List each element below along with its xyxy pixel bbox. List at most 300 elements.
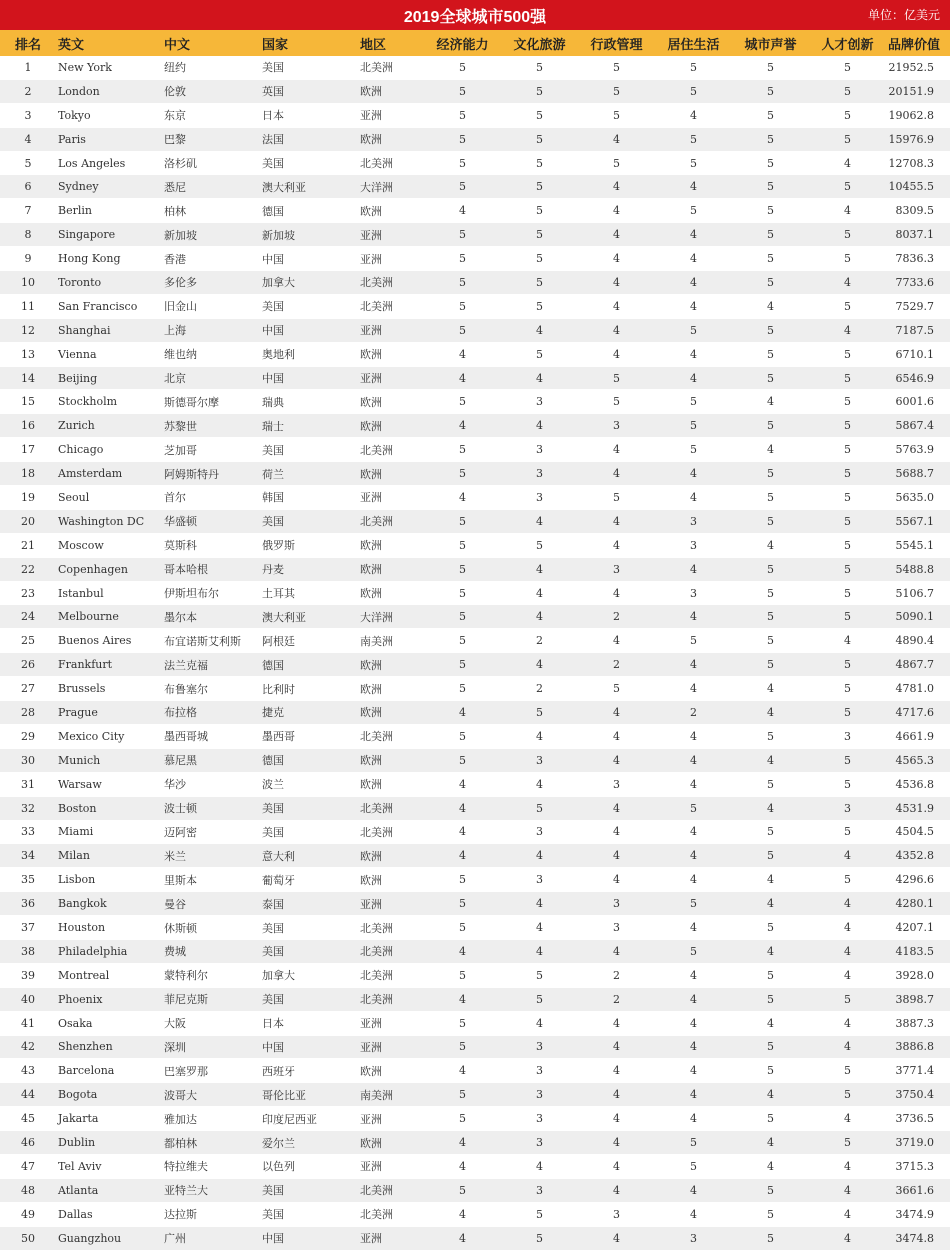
cell-english-name: Beijing	[56, 366, 162, 390]
cell-region: 北美洲	[358, 916, 424, 940]
cell-region: 亚洲	[358, 223, 424, 247]
cell-rank: 34	[0, 844, 56, 868]
table-row	[0, 629, 950, 653]
cell-reputation: 5	[732, 271, 809, 295]
cell-region: 欧洲	[358, 342, 424, 366]
cell-chinese-name: 伦敦	[162, 79, 260, 103]
cell-rank: 5	[0, 151, 56, 175]
cell-reputation: 4	[732, 294, 809, 318]
cell-country: 俄罗斯	[260, 533, 358, 557]
cell-region: 亚洲	[358, 103, 424, 127]
cell-brand-value: 7733.6	[886, 271, 950, 295]
cell-brand-value: 6710.1	[886, 342, 950, 366]
cell-economy: 5	[424, 223, 501, 247]
cell-brand-value: 7836.3	[886, 247, 950, 271]
cell-culture-tourism: 5	[501, 103, 578, 127]
cell-living: 4	[655, 1107, 732, 1131]
cell-brand-value: 5567.1	[886, 509, 950, 533]
cell-country: 爱尔兰	[260, 1131, 358, 1155]
cell-talent-innovation: 5	[809, 653, 886, 677]
cell-talent-innovation: 4	[809, 199, 886, 223]
table-row	[0, 1154, 950, 1178]
cell-talent-innovation: 5	[809, 605, 886, 629]
table-row	[0, 1035, 950, 1059]
cell-english-name: Osaka	[56, 1011, 162, 1035]
cell-living: 4	[655, 294, 732, 318]
cell-country: 加拿大	[260, 963, 358, 987]
cell-country: 中国	[260, 318, 358, 342]
cell-culture-tourism: 4	[501, 318, 578, 342]
cell-country: 美国	[260, 509, 358, 533]
cell-chinese-name: 波哥大	[162, 1083, 260, 1107]
cell-rank: 12	[0, 318, 56, 342]
cell-rank: 24	[0, 605, 56, 629]
cell-living: 5	[655, 79, 732, 103]
table-row	[0, 724, 950, 748]
cell-region: 北美洲	[358, 1178, 424, 1202]
cell-rank: 32	[0, 796, 56, 820]
cell-reputation: 4	[732, 939, 809, 963]
cell-administration: 4	[578, 271, 655, 295]
cell-administration: 4	[578, 509, 655, 533]
cell-region: 北美洲	[358, 438, 424, 462]
cell-country: 荷兰	[260, 462, 358, 486]
cell-rank: 31	[0, 772, 56, 796]
cell-brand-value: 5867.4	[886, 414, 950, 438]
cell-reputation: 4	[732, 1083, 809, 1107]
cell-talent-innovation: 5	[809, 748, 886, 772]
cell-region: 欧洲	[358, 557, 424, 581]
cell-living: 4	[655, 342, 732, 366]
cell-country: 澳大利亚	[260, 175, 358, 199]
cell-reputation: 4	[732, 1131, 809, 1155]
cell-culture-tourism: 3	[501, 868, 578, 892]
cell-reputation: 5	[732, 653, 809, 677]
cell-administration: 4	[578, 127, 655, 151]
cell-reputation: 4	[732, 796, 809, 820]
cell-brand-value: 4207.1	[886, 916, 950, 940]
cell-talent-innovation: 5	[809, 103, 886, 127]
cell-rank: 39	[0, 963, 56, 987]
cell-administration: 4	[578, 1035, 655, 1059]
cell-culture-tourism: 4	[501, 557, 578, 581]
cell-economy: 4	[424, 1202, 501, 1226]
cell-brand-value: 8037.1	[886, 223, 950, 247]
cell-reputation: 5	[732, 318, 809, 342]
cell-culture-tourism: 4	[501, 509, 578, 533]
cell-living: 5	[655, 56, 732, 79]
table-row	[0, 271, 950, 295]
cell-chinese-name: 华沙	[162, 772, 260, 796]
cell-reputation: 5	[732, 916, 809, 940]
cell-administration: 3	[578, 557, 655, 581]
cell-chinese-name: 北京	[162, 366, 260, 390]
cell-culture-tourism: 5	[501, 701, 578, 725]
cell-rank: 35	[0, 868, 56, 892]
cell-reputation: 5	[732, 414, 809, 438]
cell-talent-innovation: 5	[809, 1059, 886, 1083]
cell-talent-innovation: 4	[809, 1154, 886, 1178]
cell-country: 澳大利亚	[260, 605, 358, 629]
cell-culture-tourism: 3	[501, 486, 578, 510]
cell-brand-value: 5763.9	[886, 438, 950, 462]
cell-economy: 4	[424, 820, 501, 844]
cell-reputation: 5	[732, 724, 809, 748]
cell-culture-tourism: 2	[501, 677, 578, 701]
cell-culture-tourism: 4	[501, 414, 578, 438]
cell-english-name: Singapore	[56, 223, 162, 247]
header-administration: 行政管理	[578, 30, 655, 56]
cell-administration: 4	[578, 462, 655, 486]
table-row	[0, 533, 950, 557]
cell-country: 英国	[260, 79, 358, 103]
cell-administration: 3	[578, 892, 655, 916]
cell-living: 3	[655, 581, 732, 605]
cell-talent-innovation: 5	[809, 557, 886, 581]
cell-rank: 38	[0, 939, 56, 963]
cell-culture-tourism: 5	[501, 151, 578, 175]
table-row	[0, 892, 950, 916]
cell-chinese-name: 深圳	[162, 1035, 260, 1059]
cell-brand-value: 4183.5	[886, 939, 950, 963]
cell-administration: 4	[578, 223, 655, 247]
cell-brand-value: 3928.0	[886, 963, 950, 987]
cell-living: 4	[655, 1035, 732, 1059]
cell-living: 4	[655, 462, 732, 486]
cell-living: 4	[655, 820, 732, 844]
cell-country: 印度尼西亚	[260, 1107, 358, 1131]
cell-region: 大洋洲	[358, 605, 424, 629]
cell-economy: 5	[424, 653, 501, 677]
cell-culture-tourism: 5	[501, 223, 578, 247]
cell-economy: 5	[424, 1035, 501, 1059]
cell-talent-innovation: 5	[809, 509, 886, 533]
cell-country: 美国	[260, 916, 358, 940]
cell-region: 欧洲	[358, 653, 424, 677]
cell-brand-value: 3898.7	[886, 987, 950, 1011]
cell-economy: 4	[424, 987, 501, 1011]
cell-talent-innovation: 4	[809, 916, 886, 940]
table-row	[0, 844, 950, 868]
cell-reputation: 4	[732, 438, 809, 462]
cell-chinese-name: 新加坡	[162, 223, 260, 247]
cell-rank: 42	[0, 1035, 56, 1059]
cell-living: 4	[655, 557, 732, 581]
cell-english-name: Jakarta	[56, 1107, 162, 1131]
cell-rank: 16	[0, 414, 56, 438]
cell-rank: 4	[0, 127, 56, 151]
cell-economy: 4	[424, 486, 501, 510]
table-row	[0, 294, 950, 318]
cell-talent-innovation: 4	[809, 1011, 886, 1035]
cell-talent-innovation: 4	[809, 1107, 886, 1131]
cell-living: 4	[655, 772, 732, 796]
table-row	[0, 653, 950, 677]
cell-administration: 4	[578, 175, 655, 199]
cell-administration: 4	[578, 581, 655, 605]
cell-culture-tourism: 3	[501, 820, 578, 844]
cell-economy: 5	[424, 247, 501, 271]
cell-brand-value: 4531.9	[886, 796, 950, 820]
cell-english-name: Paris	[56, 127, 162, 151]
cell-brand-value: 4352.8	[886, 844, 950, 868]
cell-living: 5	[655, 629, 732, 653]
cell-rank: 10	[0, 271, 56, 295]
cell-english-name: Munich	[56, 748, 162, 772]
cell-country: 中国	[260, 1035, 358, 1059]
cell-culture-tourism: 5	[501, 199, 578, 223]
cell-rank: 23	[0, 581, 56, 605]
cell-english-name: Miami	[56, 820, 162, 844]
cell-living: 4	[655, 605, 732, 629]
cell-english-name: Washington DC	[56, 509, 162, 533]
cell-chinese-name: 迈阿密	[162, 820, 260, 844]
cell-economy: 4	[424, 844, 501, 868]
table-row	[0, 486, 950, 510]
cell-region: 北美洲	[358, 271, 424, 295]
cell-reputation: 5	[732, 1107, 809, 1131]
cell-economy: 5	[424, 318, 501, 342]
cell-region: 欧洲	[358, 1059, 424, 1083]
cell-living: 4	[655, 486, 732, 510]
cell-english-name: Warsaw	[56, 772, 162, 796]
header-english: 英文	[56, 30, 162, 56]
cell-country: 美国	[260, 939, 358, 963]
cell-economy: 5	[424, 509, 501, 533]
table-row	[0, 151, 950, 175]
cell-chinese-name: 墨尔本	[162, 605, 260, 629]
cell-talent-innovation: 5	[809, 366, 886, 390]
cell-reputation: 4	[732, 1011, 809, 1035]
cell-talent-innovation: 5	[809, 247, 886, 271]
cell-administration: 3	[578, 772, 655, 796]
cell-chinese-name: 广州	[162, 1226, 260, 1250]
cell-country: 波兰	[260, 772, 358, 796]
cell-country: 美国	[260, 1202, 358, 1226]
cell-economy: 5	[424, 1107, 501, 1131]
cell-living: 4	[655, 724, 732, 748]
cell-economy: 4	[424, 1154, 501, 1178]
cell-chinese-name: 布拉格	[162, 701, 260, 725]
cell-region: 大洋洲	[358, 175, 424, 199]
cell-living: 5	[655, 1131, 732, 1155]
cell-culture-tourism: 4	[501, 581, 578, 605]
cell-reputation: 5	[732, 1226, 809, 1250]
cell-chinese-name: 里斯本	[162, 868, 260, 892]
cell-talent-innovation: 5	[809, 438, 886, 462]
cell-country: 韩国	[260, 486, 358, 510]
cell-region: 南美洲	[358, 629, 424, 653]
table-row	[0, 1059, 950, 1083]
cell-reputation: 5	[732, 342, 809, 366]
cell-administration: 4	[578, 724, 655, 748]
cell-brand-value: 3736.5	[886, 1107, 950, 1131]
cell-region: 亚洲	[358, 892, 424, 916]
cell-administration: 4	[578, 629, 655, 653]
cell-country: 中国	[260, 247, 358, 271]
table-row	[0, 748, 950, 772]
cell-country: 西班牙	[260, 1059, 358, 1083]
cell-country: 美国	[260, 56, 358, 79]
cell-rank: 46	[0, 1131, 56, 1155]
cell-culture-tourism: 5	[501, 796, 578, 820]
cell-administration: 4	[578, 1011, 655, 1035]
header-economy: 经济能力	[424, 30, 501, 56]
cell-country: 丹麦	[260, 557, 358, 581]
cell-chinese-name: 莫斯科	[162, 533, 260, 557]
cell-living: 4	[655, 677, 732, 701]
cell-reputation: 5	[732, 557, 809, 581]
cell-economy: 4	[424, 796, 501, 820]
cell-economy: 5	[424, 557, 501, 581]
cell-talent-innovation: 4	[809, 963, 886, 987]
cell-culture-tourism: 5	[501, 294, 578, 318]
cell-region: 欧洲	[358, 462, 424, 486]
cell-region: 欧洲	[358, 868, 424, 892]
page-title: 2019全球城市500强	[403, 8, 547, 26]
cell-region: 亚洲	[358, 247, 424, 271]
cell-economy: 4	[424, 772, 501, 796]
cell-talent-innovation: 5	[809, 1131, 886, 1155]
cell-administration: 4	[578, 1226, 655, 1250]
cell-english-name: Philadelphia	[56, 939, 162, 963]
cell-culture-tourism: 5	[501, 79, 578, 103]
cell-economy: 5	[424, 79, 501, 103]
cell-chinese-name: 都柏林	[162, 1131, 260, 1155]
cell-reputation: 5	[732, 844, 809, 868]
cell-living: 5	[655, 127, 732, 151]
cell-administration: 5	[578, 366, 655, 390]
cell-culture-tourism: 5	[501, 247, 578, 271]
cell-region: 欧洲	[358, 414, 424, 438]
table-row	[0, 175, 950, 199]
cell-english-name: London	[56, 79, 162, 103]
cell-english-name: Hong Kong	[56, 247, 162, 271]
cell-brand-value: 20151.9	[886, 79, 950, 103]
cell-english-name: Amsterdam	[56, 462, 162, 486]
cell-chinese-name: 悉尼	[162, 175, 260, 199]
cell-talent-innovation: 4	[809, 629, 886, 653]
cell-english-name: Shenzhen	[56, 1035, 162, 1059]
cell-region: 亚洲	[358, 318, 424, 342]
cell-talent-innovation: 3	[809, 724, 886, 748]
cell-english-name: Shanghai	[56, 318, 162, 342]
cell-rank: 14	[0, 366, 56, 390]
cell-living: 4	[655, 748, 732, 772]
cell-rank: 40	[0, 987, 56, 1011]
cell-administration: 4	[578, 796, 655, 820]
cell-country: 德国	[260, 199, 358, 223]
cell-culture-tourism: 3	[501, 1107, 578, 1131]
cell-administration: 3	[578, 1202, 655, 1226]
cell-culture-tourism: 4	[501, 939, 578, 963]
cell-brand-value: 19062.8	[886, 103, 950, 127]
cell-brand-value: 5635.0	[886, 486, 950, 510]
cell-talent-innovation: 4	[809, 1226, 886, 1250]
cell-region: 亚洲	[358, 486, 424, 510]
cell-economy: 5	[424, 868, 501, 892]
cell-chinese-name: 洛杉矶	[162, 151, 260, 175]
cell-reputation: 4	[732, 1154, 809, 1178]
cell-administration: 4	[578, 868, 655, 892]
cell-chinese-name: 米兰	[162, 844, 260, 868]
cell-region: 亚洲	[358, 1011, 424, 1035]
table-row	[0, 868, 950, 892]
cell-talent-innovation: 4	[809, 939, 886, 963]
cell-rank: 30	[0, 748, 56, 772]
cell-administration: 5	[578, 390, 655, 414]
cell-rank: 41	[0, 1011, 56, 1035]
cell-rank: 25	[0, 629, 56, 653]
cell-brand-value: 4890.4	[886, 629, 950, 653]
cell-talent-innovation: 5	[809, 223, 886, 247]
cell-country: 阿根廷	[260, 629, 358, 653]
table-row	[0, 605, 950, 629]
cell-administration: 5	[578, 103, 655, 127]
table-row	[0, 1178, 950, 1202]
cell-country: 中国	[260, 366, 358, 390]
table-row	[0, 581, 950, 605]
cell-reputation: 4	[732, 701, 809, 725]
cell-living: 4	[655, 987, 732, 1011]
table-row	[0, 318, 950, 342]
cell-living: 5	[655, 318, 732, 342]
cell-rank: 18	[0, 462, 56, 486]
cell-talent-innovation: 5	[809, 462, 886, 486]
table-row	[0, 701, 950, 725]
cell-living: 4	[655, 916, 732, 940]
cell-reputation: 4	[732, 533, 809, 557]
cell-country: 德国	[260, 653, 358, 677]
header-culture-tourism: 文化旅游	[501, 30, 578, 56]
cell-living: 5	[655, 390, 732, 414]
cell-culture-tourism: 3	[501, 1178, 578, 1202]
cell-talent-innovation: 5	[809, 294, 886, 318]
cell-region: 北美洲	[358, 963, 424, 987]
cell-reputation: 5	[732, 1059, 809, 1083]
cell-economy: 4	[424, 1059, 501, 1083]
header-talent-innovation: 人才创新	[809, 30, 886, 56]
cell-chinese-name: 首尔	[162, 486, 260, 510]
table-row	[0, 1011, 950, 1035]
cell-culture-tourism: 4	[501, 772, 578, 796]
cell-brand-value: 10455.5	[886, 175, 950, 199]
cell-region: 欧洲	[358, 199, 424, 223]
cell-brand-value: 3715.3	[886, 1154, 950, 1178]
cell-rank: 17	[0, 438, 56, 462]
cell-economy: 5	[424, 294, 501, 318]
cell-brand-value: 3474.8	[886, 1226, 950, 1250]
cell-talent-innovation: 4	[809, 318, 886, 342]
cell-culture-tourism: 4	[501, 1011, 578, 1035]
cell-living: 4	[655, 103, 732, 127]
cell-brand-value: 21952.5	[886, 56, 950, 79]
cell-brand-value: 6001.6	[886, 390, 950, 414]
cell-culture-tourism: 5	[501, 533, 578, 557]
cell-economy: 5	[424, 175, 501, 199]
cell-rank: 19	[0, 486, 56, 510]
cell-administration: 5	[578, 56, 655, 79]
cell-economy: 4	[424, 1131, 501, 1155]
cell-culture-tourism: 5	[501, 963, 578, 987]
cell-brand-value: 5488.8	[886, 557, 950, 581]
cell-culture-tourism: 4	[501, 653, 578, 677]
cell-culture-tourism: 5	[501, 1202, 578, 1226]
cell-administration: 3	[578, 916, 655, 940]
cell-chinese-name: 慕尼黑	[162, 748, 260, 772]
cell-country: 土耳其	[260, 581, 358, 605]
table-row	[0, 1083, 950, 1107]
